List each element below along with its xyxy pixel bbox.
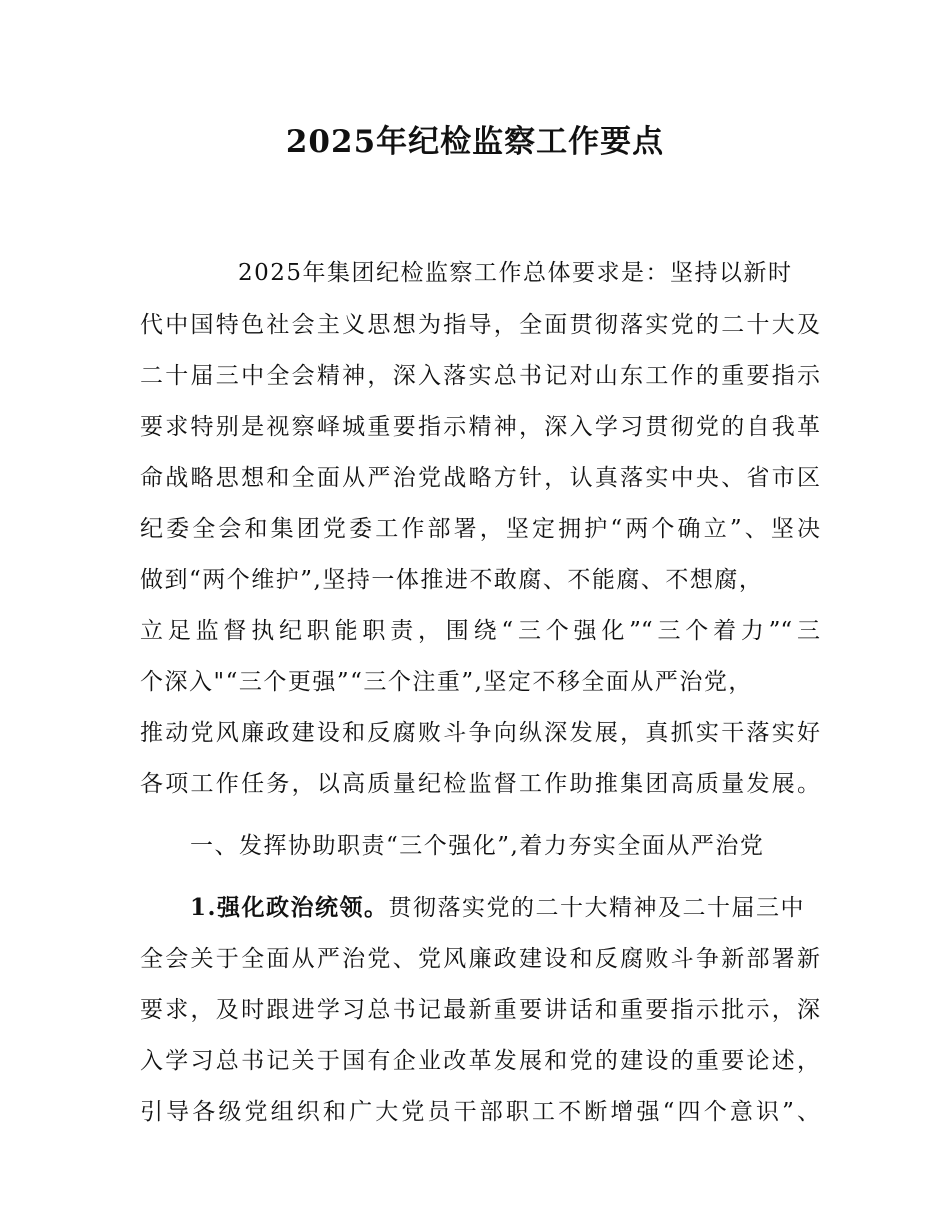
item-line: 入学习总书记关于国有企业改革发展和党的建设的重要论述，	[140, 1048, 820, 1074]
item-first-line	[190, 893, 820, 923]
intro-line: 要求特别是视察峄城重要指示精神，深入学习贯彻党的自我革	[140, 414, 820, 440]
item-line: 要求，及时跟进学习总书记最新重要讲话和重要指示批示，深	[140, 997, 820, 1023]
item-label: 1.强化政治统领。	[190, 894, 389, 921]
item-text: 贯彻落实党的二十大精神及二十届三中	[388, 895, 806, 921]
intro-line: 个深入"“三个更强”“三个注重”,坚定不移全面从严治党，	[140, 669, 753, 695]
intro-line: 2025年集团纪检监察工作总体要求是：坚持以新时	[238, 260, 793, 286]
intro-line: 二十届三中全会精神，深入落实总书记对山东工作的重要指示	[140, 363, 820, 389]
intro-line: 代中国特色社会主义思想为指导，全面贯彻落实党的二十大及	[140, 312, 820, 338]
section-heading: 一、发挥协助职责“三个强化”,着力夯实全面从严治党	[190, 833, 765, 859]
intro-line: 纪委全会和集团党委工作部署，坚定拥护“两个确立”、坚决	[140, 516, 820, 542]
intro-line: 做到“两个维护”,坚持一体推进不敢腐、不能腐、不想腐，	[140, 567, 764, 593]
intro-line: 各项工作任务，以高质量纪检监督工作助推集团高质量发展。	[140, 771, 820, 797]
item-line: 全会关于全面从严治党、党风廉政建设和反腐败斗争新部署新	[140, 946, 820, 972]
intro-line: 立足监督执纪职能职责，围绕“三个强化”“三个着力”“三	[140, 618, 820, 644]
intro-line: 推动党风廉政建设和反腐败斗争向纵深发展，真抓实干落实好	[140, 720, 820, 746]
intro-line: 命战略思想和全面从严治党战略方针，认真落实中央、省市区	[140, 465, 820, 491]
item-line: 引导各级党组织和广大党员干部职工不断增强“四个意识”、	[140, 1099, 820, 1125]
document-title: 2025年纪检监察工作要点	[285, 124, 665, 160]
